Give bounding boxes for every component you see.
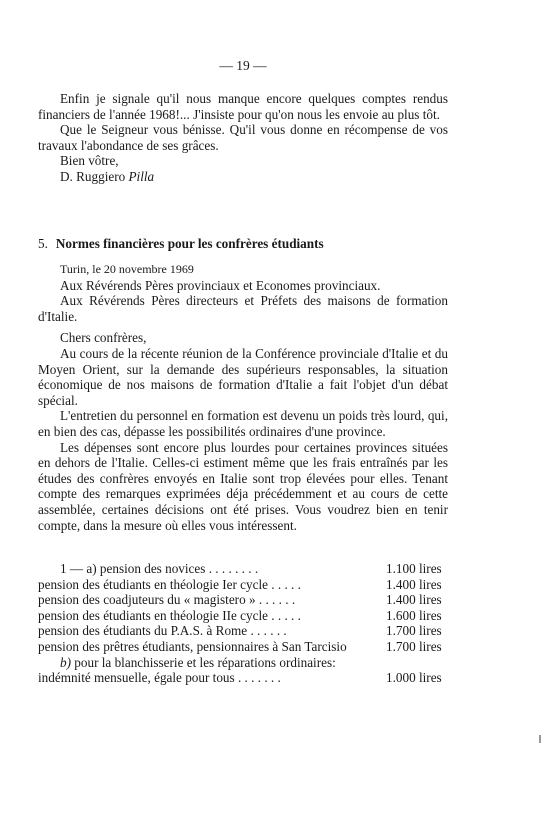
addressee: Aux Révérends Pères directeurs et Préfets des maisons de formation d'Italie. <box>38 293 448 324</box>
list-label: 1 — a) pension des novices . . . . . . . . <box>60 561 259 576</box>
list-amount: 1.100 lires <box>386 561 442 576</box>
dateline: Turin, le 20 novembre 1969 <box>60 262 194 276</box>
list-item <box>38 561 448 577</box>
list-item <box>38 592 448 608</box>
addressee: Aux Révérends Pères provinciaux et Economes provinciaux. <box>60 277 381 293</box>
list-item <box>38 639 448 655</box>
margin-mark <box>539 735 541 743</box>
fee-list <box>38 561 448 686</box>
list-amount: 1.400 lires <box>386 576 442 592</box>
list-subheading <box>38 655 448 671</box>
list-amount: 1.700 lires <box>386 623 442 639</box>
list-label: pension des étudiants en théologie IIe cycle . . . . . <box>38 607 301 623</box>
section-number: 5. <box>38 236 48 251</box>
list-item <box>38 608 448 624</box>
page-number: — 19 — <box>219 58 267 73</box>
list-amount: 1.400 lires <box>386 592 442 608</box>
paragraph: Enfin je signale qu'il nous manque encore quelques comptes rendus financiers de l'année 1968!... J'insiste pour qu'on nous les envoie au plus tôt. <box>38 91 448 122</box>
signature-name: D. Ruggiero <box>60 168 126 184</box>
list-amount: 1.700 lires <box>386 638 442 654</box>
salutation: Chers confrères, <box>60 330 147 346</box>
subheading-text: pour la blanchisserie et les réparations ordinaires: <box>74 654 336 670</box>
list-item <box>38 623 448 639</box>
intro-text <box>38 91 448 185</box>
paragraph: Que le Seigneur vous bénisse. Qu'il vous donne en récompense de vos travaux l'abondance de ses grâces. <box>38 122 448 153</box>
list-item <box>38 670 448 686</box>
signature-surname: Pilla <box>128 168 155 184</box>
paragraph: L'entretien du personnel en formation est devenu un poids très lourd, qui, en bien des cas, dépasse les possibilités ordinaires d'une province. <box>38 408 448 439</box>
list-label: pension des coadjuteurs du « magistero » . . . . . . <box>38 592 296 608</box>
list-label: pension des prêtres étudiants, pensionnaires à San Tarcisio <box>38 638 347 654</box>
section-body <box>38 262 448 533</box>
paragraph: Les dépenses sont encore plus lourdes pour certaines provinces situées en dehors de l'Italie. Celles-ci estiment même que les frais entraînés par les études des confrères envoyés en Italie sont trop élevées pour elles. Tenant compte des remarques exprimées déja précédemment et au cours de cette assemblée, certaines décisions ont été prises. Vous voudrez bien en tenir compte, dans la mesure où elles vous intéressent. <box>38 439 448 533</box>
list-label: pension des étudiants en théologie Ier cycle . . . . . <box>38 576 301 592</box>
signature <box>38 169 448 185</box>
paragraph: Au cours de la récente réunion de la Conférence provinciale d'Italie et du Moyen Orient, sur la demande des supérieurs responsables, la situation économique de nos maisons de formation d'Italie a fait l'objet d'un débat spécial. <box>38 345 448 408</box>
section-heading <box>38 236 448 252</box>
list-amount: 1.000 lires <box>386 670 442 686</box>
paragraph: Bien vôtre, <box>60 153 119 169</box>
list-item <box>38 577 448 593</box>
subheading-marker: b) <box>60 654 71 670</box>
list-label: indémnité mensuelle, égale pour tous . . . . . . . <box>38 670 281 686</box>
list-amount: 1.600 lires <box>386 607 442 623</box>
list-label: pension des étudiants du P.A.S. à Rome . . . . . . <box>38 623 287 639</box>
section-title: Normes financières pour les confrères étudiants <box>55 236 324 251</box>
